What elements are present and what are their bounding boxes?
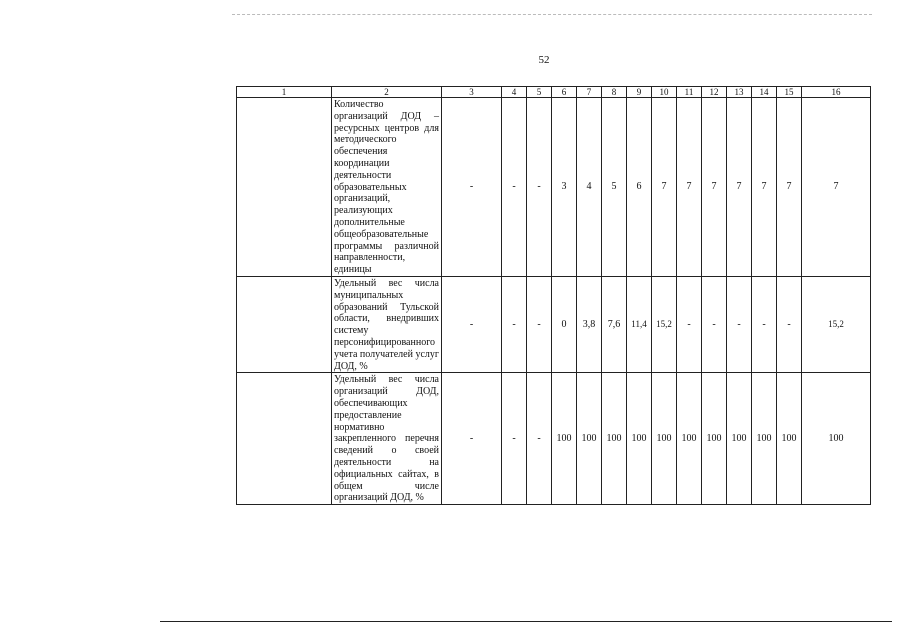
scan-artifact-top-line xyxy=(232,14,872,15)
value-cell-col-10: 15,2 xyxy=(652,276,677,372)
value-cell-col-13: 7 xyxy=(727,98,752,277)
header-row xyxy=(237,87,871,98)
indicator-name-cell: Удельный вес числа муниципальных образований Тульской области, внедривших систему персонифицированного учета получателей услуг ДОД, % xyxy=(332,276,442,372)
column-header-15: 15 xyxy=(777,87,802,98)
page-number: 52 xyxy=(538,54,550,66)
value-cell-col-4: - xyxy=(502,98,527,277)
column-header-2: 2 xyxy=(332,87,442,98)
value-cell-col-8: 5 xyxy=(602,98,627,277)
value-cell-col-4: - xyxy=(502,373,527,505)
indicator-name-cell: Количество организаций ДОД – ресурсных центров для методического обеспечения координации деятельности образовательных организаций, реализующих дополнительные общеобразовательные программы различной направленности, единицы xyxy=(332,98,442,277)
value-cell-col-8: 7,6 xyxy=(602,276,627,372)
value-cell-col-7: 100 xyxy=(577,373,602,505)
value-cell-col-8: 100 xyxy=(602,373,627,505)
column-header-12: 12 xyxy=(702,87,727,98)
value-cell-col-6: 100 xyxy=(552,373,577,505)
value-cell-col-4: - xyxy=(502,276,527,372)
indicator-name-cell: Удельный вес числа организаций ДОД, обеспечивающих предоставление нормативно закрепленного перечня сведений о своей деятельности на официальных сайтах, в общем числе организаций ДОД, % xyxy=(332,373,442,505)
value-cell-col-14: 7 xyxy=(752,98,777,277)
column-header-11: 11 xyxy=(677,87,702,98)
column-header-9: 9 xyxy=(627,87,652,98)
scan-artifact-bottom-line xyxy=(160,621,892,622)
row-number-cell xyxy=(237,98,332,277)
value-cell-col-11: - xyxy=(677,276,702,372)
value-cell-col-16: 100 xyxy=(802,373,871,505)
value-cell-col-3: - xyxy=(442,373,502,505)
value-cell-col-11: 7 xyxy=(677,98,702,277)
value-cell-col-15: 100 xyxy=(777,373,802,505)
value-cell-col-3: - xyxy=(442,276,502,372)
value-cell-col-16: 15,2 xyxy=(802,276,871,372)
column-header-7: 7 xyxy=(577,87,602,98)
column-header-6: 6 xyxy=(552,87,577,98)
table-row xyxy=(237,373,871,505)
value-cell-col-10: 100 xyxy=(652,373,677,505)
value-cell-col-7: 3,8 xyxy=(577,276,602,372)
row-number-cell xyxy=(237,276,332,372)
column-header-5: 5 xyxy=(527,87,552,98)
value-cell-col-9: 100 xyxy=(627,373,652,505)
column-header-14: 14 xyxy=(752,87,777,98)
value-cell-col-3: - xyxy=(442,98,502,277)
column-header-10: 10 xyxy=(652,87,677,98)
column-header-1: 1 xyxy=(237,87,332,98)
value-cell-col-6: 0 xyxy=(552,276,577,372)
indicators-table xyxy=(236,86,871,505)
column-header-13: 13 xyxy=(727,87,752,98)
value-cell-col-15: - xyxy=(777,276,802,372)
table-row xyxy=(237,276,871,372)
value-cell-col-7: 4 xyxy=(577,98,602,277)
value-cell-col-5: - xyxy=(527,98,552,277)
value-cell-col-5: - xyxy=(527,276,552,372)
value-cell-col-15: 7 xyxy=(777,98,802,277)
value-cell-col-11: 100 xyxy=(677,373,702,505)
value-cell-col-12: 100 xyxy=(702,373,727,505)
row-number-cell xyxy=(237,373,332,505)
table-row xyxy=(237,98,871,277)
value-cell-col-9: 11,4 xyxy=(627,276,652,372)
column-header-16: 16 xyxy=(802,87,871,98)
value-cell-col-10: 7 xyxy=(652,98,677,277)
value-cell-col-12: 7 xyxy=(702,98,727,277)
value-cell-col-13: - xyxy=(727,276,752,372)
value-cell-col-12: - xyxy=(702,276,727,372)
column-header-8: 8 xyxy=(602,87,627,98)
value-cell-col-14: - xyxy=(752,276,777,372)
value-cell-col-5: - xyxy=(527,373,552,505)
value-cell-col-9: 6 xyxy=(627,98,652,277)
column-header-3: 3 xyxy=(442,87,502,98)
column-header-4: 4 xyxy=(502,87,527,98)
value-cell-col-13: 100 xyxy=(727,373,752,505)
value-cell-col-14: 100 xyxy=(752,373,777,505)
value-cell-col-16: 7 xyxy=(802,98,871,277)
value-cell-col-6: 3 xyxy=(552,98,577,277)
